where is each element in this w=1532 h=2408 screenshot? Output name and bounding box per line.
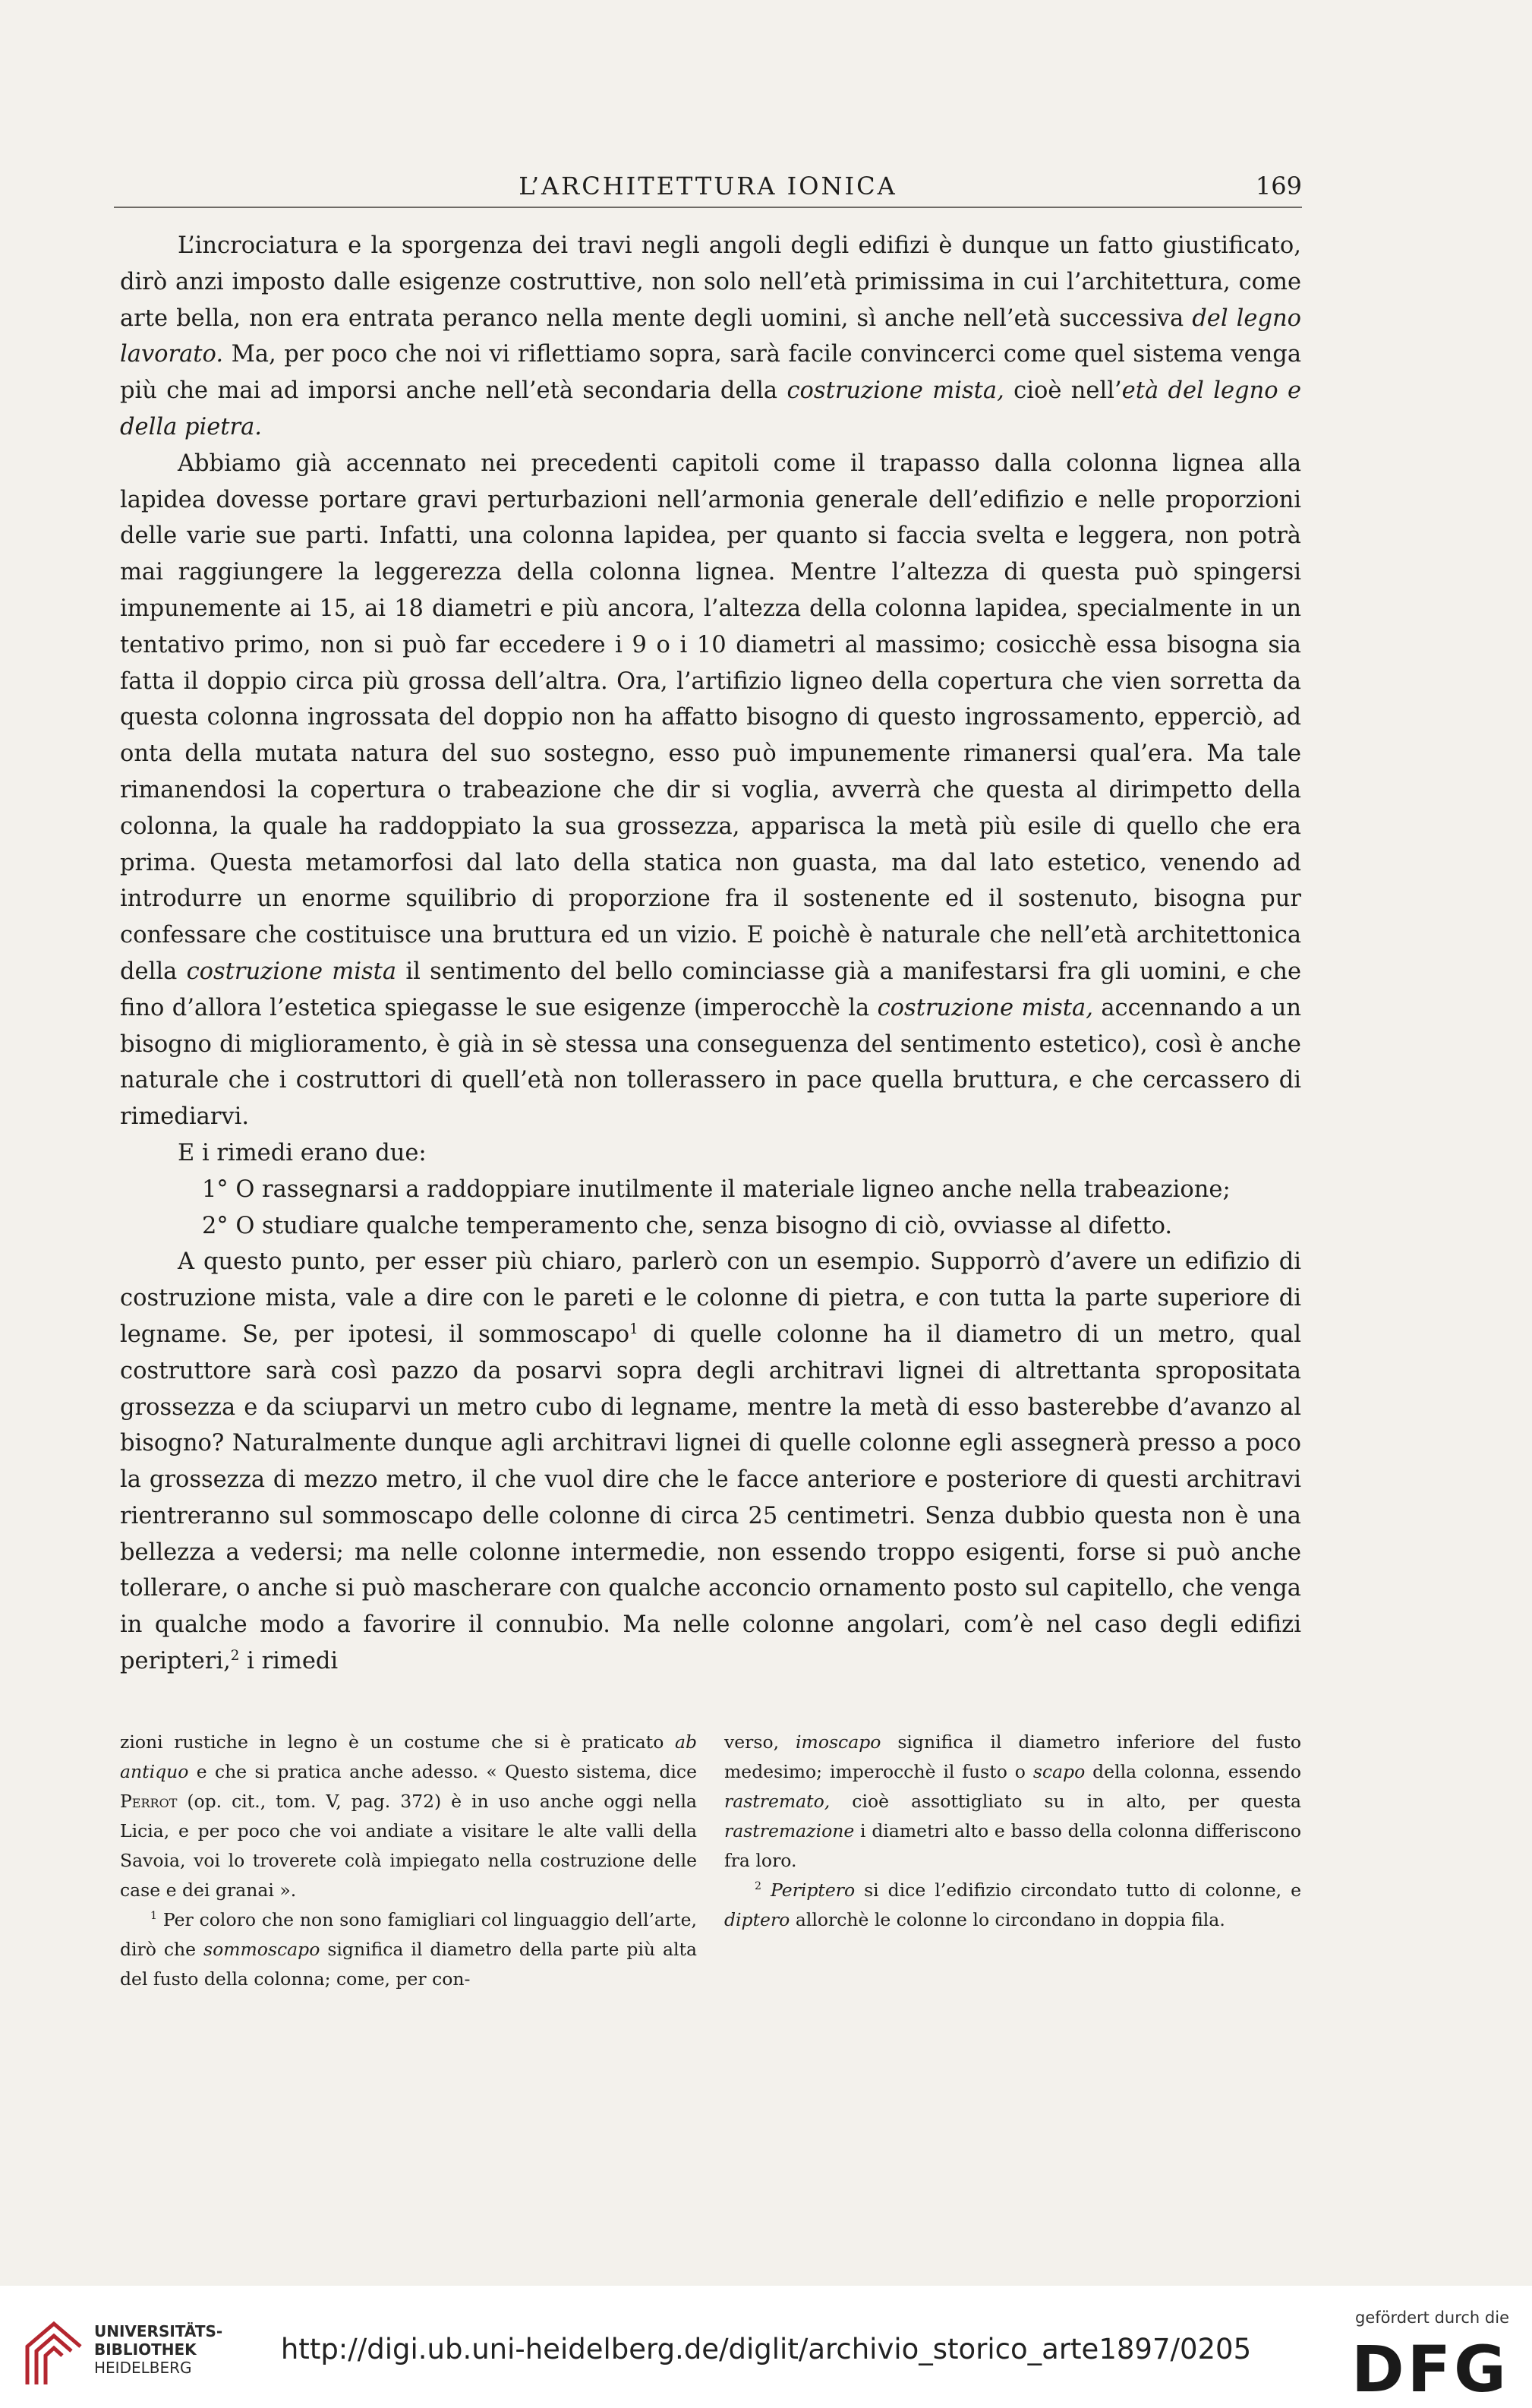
footnote-2: $^2$ Periptero si dice l’edifizio circondato tutto di colonne, e diptero allorchè le colonne lo circondano in doppia fila. <box>724 1879 1301 1930</box>
footnote-ref: 2 <box>230 1647 240 1664</box>
library-name: UNIVERSITÄTS- BIBLIOTHEK HEIDELBERG <box>94 2322 223 2377</box>
funder <box>1342 2309 1509 2406</box>
list-item: 1° O rassegnarsi a raddoppiare inutilmente il materiale ligneo anche nella trabeazione; <box>202 1176 1231 1203</box>
paragraph: L’incrociatura e la sporgenza dei travi negli angoli degli edifizi è dunque un fatto giustificato, dirò anzi imposto dalle esigenze costruttive, non solo nell’età primissima in cui l’architettura, come arte bella, non era entrata peranco nella mente degli uomini, sì anche nell’età successiva del legno lavorato. Ma, per poco che noi vi riflettiamo sopra, sarà facile convincerci come quel sistema venga più che mai ad imporsi anche nell’età secondaria della costruzione mista, cioè nell’età del legno e della pietra. <box>120 232 1302 440</box>
footer-bar <box>0 2286 1532 2408</box>
body-text <box>120 228 1301 1680</box>
permalink <box>0 2333 1532 2365</box>
footnote-column-left <box>120 1728 697 1994</box>
footnote-column-right <box>724 1728 1301 1935</box>
footnote-continuation: verso, imoscapo significa il diametro inferiore del fusto medesimo; imperocchè il fusto o scapo della colonna, essendo rastremato, cioè assottigliato su in alto, per questa rastremazione i diametri alto e basso della colonna differiscono fra loro. <box>724 1731 1302 1871</box>
running-title: L’ARCHITETTURA IONICA <box>519 172 897 200</box>
funder-caption: gefördert durch die <box>1355 2309 1509 2327</box>
footnote-ref: 1 <box>629 1321 638 1337</box>
permalink-link[interactable]: http://digi.ub.uni-heidelberg.de/diglit/archivio_storico_arte1897/0205 <box>280 2333 1252 2365</box>
list-item: 2° O studiare qualche temperamento che, senza bisogno di ciò, ovviasse al difetto. <box>202 1212 1173 1239</box>
dfg-logo: DFG <box>1351 2332 1509 2406</box>
paragraph: Abbiamo già accennato nei precedenti capitoli come il trapasso dalla colonna lignea alla lapidea dovesse portare gravi perturbazioni nell’armonia generale dell’edifizio e nelle proporzioni delle varie sue parti. Infatti, una colonna lapidea, per quanto si faccia svelta e leggera, non potrà mai raggiungere la leggerezza della colonna lignea. Mentre l’altezza di questa può spingersi impunemente ai 15, ai 18 diametri e più ancora, l’altezza della colonna lapidea, specialmente in un tentativo primo, non si può far eccedere i 9 o i 10 diametri al massimo; cosicchè essa bisogna sia fatta il doppio circa più grossa dell’altra. Ora, l’artifizio ligneo della copertura che vien sorretta da questa colonna ingrossata del doppio non ha affatto bisogno di questo ingrossamento, epperciò, ad onta della mutata natura del suo sostegno, esso può impunemente rimanersi qual’era. Ma tale rimanendosi la copertura o trabeazione che dir si voglia, avverrà che questa al dirimpetto della colonna, la quale ha raddoppiato la sua grossezza, apparisca la metà più esile di quello che era prima. Questa metamorfosi dal lato della statica non guasta, ma dal lato estetico, venendo ad introdurre un enorme squilibrio di proporzione fra il sostenente ed il sostenuto, bisogna pur confessare che costituisce una bruttura ed un vizio. E poichè è naturale che nell’età architettonica della costruzione mista il sentimento del bello cominciasse già a manifestarsi fra gli uomini, e che fino d’allora l’estetica spiegasse le sue esigenze (imperocchè la costruzione mista, accennando a un bisogno di miglioramento, è già in sè stessa una conseguenza del sentimento estetico), così è anche naturale che i costruttori di quell’età non tollerassero in pace quella bruttura, e che cercassero di rimediarvi. <box>120 450 1302 1131</box>
page-number: 169 <box>1255 172 1302 200</box>
footnote-1: $^1$ Per coloro che non sono famigliari col linguaggio dell’arte, dirò che sommoscapo significa il diametro della parte più alta del fusto della colonna; come, per con- <box>120 1909 697 1990</box>
running-head <box>114 169 1302 208</box>
footnote-continuation: zioni rustiche in legno è un costume che si è praticato ab antiquo e che si pratica anche adesso. « Questo sistema, dice Perrot (op. cit., tom. V, pag. 372) è in uso anche oggi nella Licia, e per poco che voi andiate a visitare le alte valli della Savoia, voi lo troverete colà impiegato nella costruzione delle case e dei granai ». <box>120 1731 697 1901</box>
paragraph: E i rimedi erano due: <box>178 1139 427 1166</box>
paragraph: A questo punto, per esser più chiaro, parlerò con un esempio. Supporrò d’avere un edifizio di costruzione mista, vale a dire con le pareti e le colonne di pietra, e con tutta la parte superiore di legname. Se, per ipotesi, il sommoscapo$^1$ di quelle colonne ha il diametro di un metro, qual costruttore sarà così pazzo da posarvi sopra degli architravi lignei di altrettanta spropositata grossezza e da sciuparvi un metro cubo di legname, mentre la metà di esso basterebbe d’avanzo al bisogno? Naturalmente dunque agli architravi lignei di quelle colonne egli assegnerà presso a poco la grossezza di mezzo metro, il che vuol dire che le facce anteriore e posteriore di questi architravi rientreranno sul sommoscapo delle colonne di circa 25 centimetri. Senza dubbio questa non è una bellezza a vedersi; ma nelle colonne intermedie, non essendo troppo esigenti, forse si può anche tollerare, o anche si può mascherare con qualche acconcio ornamento posto sul capitello, che venga in qualche modo a favorire il connubio. Ma nelle colonne angolari, com’è nel caso degli edifizi peripteri,$^2$ i rimedi <box>120 1248 1301 1675</box>
